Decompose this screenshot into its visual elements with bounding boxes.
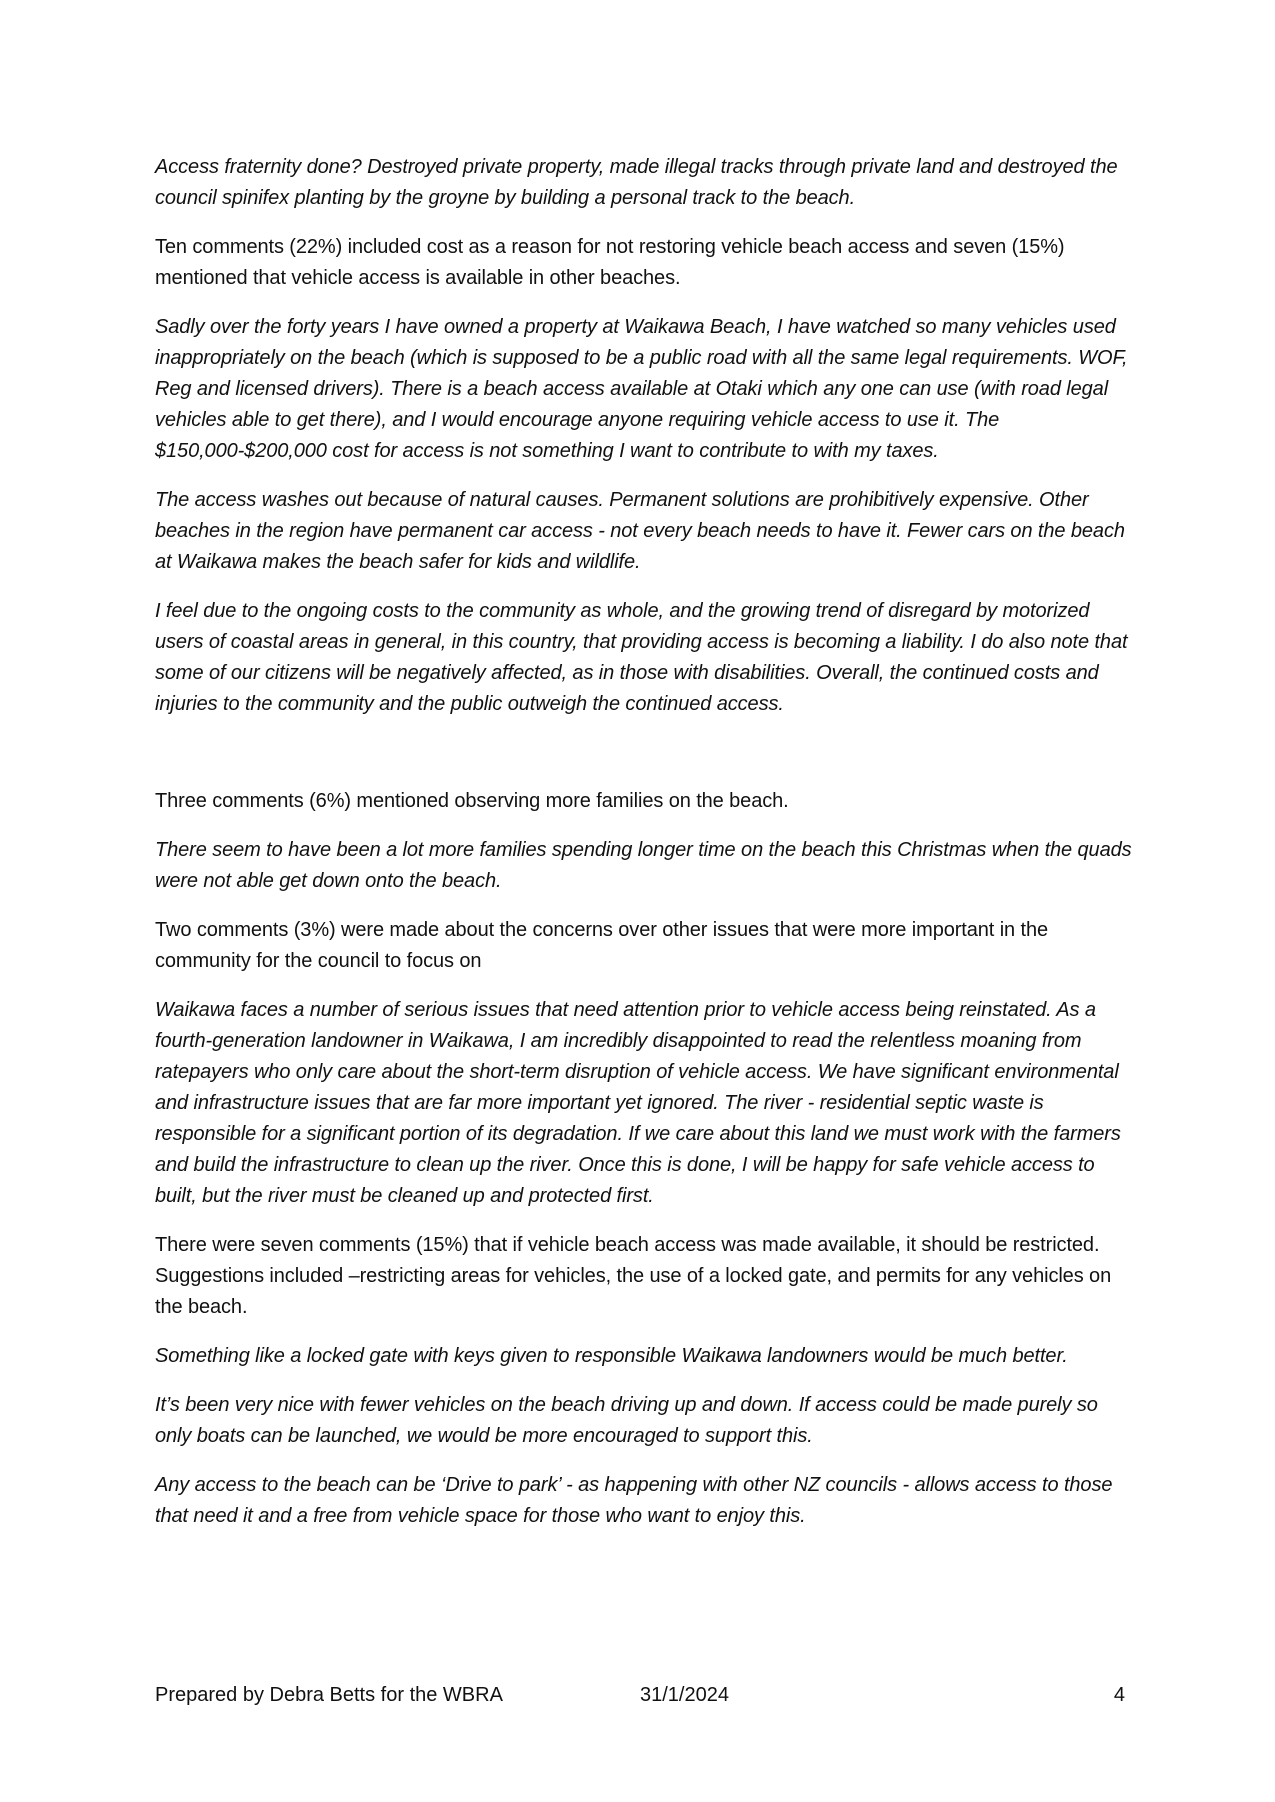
- quote-paragraph: Sadly over the forty years I have owned a property at Waikawa Beach, I have watched so many vehicles used inappropriately on the beach (which is supposed to be a public road with all the same legal requirements. WOF, Reg and licensed drivers). There is a beach access available at Otaki which any one can use (with road legal vehicles able to get there), and I would encourage anyone requiring vehicle access to use it. The $150,000-$200,000 cost for access is not something I want to contribute to with my taxes.: [155, 316, 1128, 462]
- section-spacer: [155, 738, 1135, 786]
- quote-paragraph: The access washes out because of natural causes. Permanent solutions are prohibitively expensive. Other beaches in the region have permanent car access - not every beach needs to have it. Fewer cars on the beach at Waikawa makes the beach safer for kids and wildlife.: [155, 489, 1125, 573]
- footer-page-number: 4: [1113, 1684, 1125, 1706]
- body-paragraph: Two comments (3%) were made about the concerns over other issues that were more important in the community for the council to focus on: [155, 919, 1049, 972]
- quote-paragraph: There seem to have been a lot more families spending longer time on the beach this Christmas when the quads were not able get down onto the beach.: [155, 839, 1132, 892]
- quote-paragraph: Waikawa faces a number of serious issues that need attention prior to vehicle access being reinstated. As a fourth-generation landowner in Waikawa, I am incredibly disappointed to read the relentless moaning from ratepayers who only care about the short-term disruption of vehicle access. We have significant environmental and infrastructure issues that are far more important yet ignored. The river - residential septic waste is responsible for a significant portion of its degradation. If we care about this land we must work with the farmers and build the infrastructure to clean up the river. Once this is done, I will be happy for safe vehicle access to built, but the river must be cleaned up and protected first.: [155, 999, 1121, 1207]
- quote-paragraph: Something like a locked gate with keys given to responsible Waikawa landowners would be much better.: [155, 1345, 1068, 1367]
- body-paragraph: There were seven comments (15%) that if vehicle beach access was made available, it should be restricted. Suggestions included –restricting areas for vehicles, the use of a locked gate, and permits for any vehicles on the beach.: [155, 1234, 1112, 1318]
- quote-paragraph: Access fraternity done? Destroyed private property, made illegal tracks through private land and destroyed the council spinifex planting by the groyne by building a personal track to the beach.: [155, 156, 1118, 209]
- footer-date: 31/1/2024: [640, 1684, 729, 1706]
- quote-paragraph: I feel due to the ongoing costs to the community as whole, and the growing trend of disregard by motorized users of coastal areas in general, in this country, that providing access is becoming a liability. I do also note that some of our citizens will be negatively affected, as in those with disabilities. Overall, the continued costs and injuries to the community and the public outweigh the continued access.: [155, 600, 1128, 715]
- document-body: [155, 152, 1135, 1550]
- quote-paragraph: Any access to the beach can be ‘Drive to park’ - as happening with other NZ councils - allows access to those that need it and a free from vehicle space for those who want to enjoy this.: [155, 1474, 1113, 1527]
- body-paragraph: Three comments (6%) mentioned observing more families on the beach.: [155, 790, 789, 812]
- quote-paragraph: It’s been very nice with fewer vehicles on the beach driving up and down. If access could be made purely so only boats can be launched, we would be more encouraged to support this.: [155, 1394, 1098, 1447]
- footer-prepared-by: Prepared by Debra Betts for the WBRA: [155, 1684, 503, 1706]
- body-paragraph: Ten comments (22%) included cost as a reason for not restoring vehicle beach access and seven (15%) mentioned that vehicle access is available in other beaches.: [155, 236, 1065, 289]
